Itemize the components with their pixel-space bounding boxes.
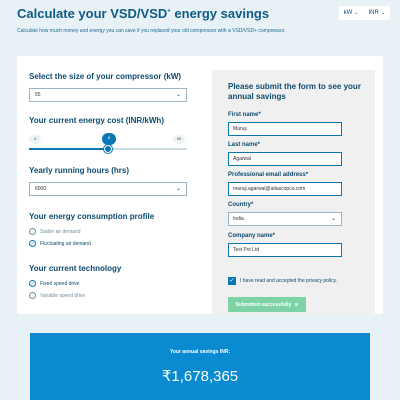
chevron-down-icon: ⌄ [175, 92, 181, 98]
currency-select[interactable]: INR ⌄ [368, 10, 385, 16]
slider-thumb[interactable] [104, 145, 112, 153]
slider-current-label: 8 [102, 133, 116, 145]
privacy-consent[interactable]: ✓ I have read and accepted the privacy policy. [229, 278, 338, 284]
header-selectors [339, 6, 390, 20]
check-circle-icon: ⊘ [294, 301, 299, 308]
consumption-profile-heading: Your energy consumption profile [29, 212, 155, 221]
page-header [0, 0, 400, 54]
savings-label: Your annual savings INR: [169, 349, 231, 355]
submit-button[interactable]: Submitted successfully ⊘ [228, 297, 306, 312]
slider-min-label: 4 [29, 134, 41, 144]
chevron-down-icon: ⌄ [380, 10, 385, 16]
last-name-field[interactable]: Agarwal [228, 152, 342, 166]
technology-heading: Your current technology [29, 264, 122, 273]
running-hours-select[interactable]: 6000 ⌄ [29, 182, 187, 196]
chevron-down-icon: ⌄ [175, 186, 181, 192]
company-field[interactable]: Test Pvt Ltd [228, 243, 342, 257]
energy-cost-slider[interactable] [29, 134, 187, 154]
page-title: Calculate your VSD/VSD+ energy savings [17, 6, 270, 21]
calculator-card [17, 56, 383, 314]
radio-fixed-speed-drive[interactable]: ✓ Fixed speed drive [30, 280, 80, 287]
radio-button[interactable] [29, 228, 36, 235]
compressor-size-select[interactable]: 55 ⌄ [29, 88, 187, 102]
checkbox-checked-icon[interactable]: ✓ [229, 278, 235, 284]
email-field[interactable]: manuj.agarwal@atlascopco.com [228, 182, 342, 196]
country-select[interactable]: India ⌄ [228, 212, 342, 226]
chevron-down-icon: ⌄ [330, 216, 336, 222]
radio-fluctuating-air-demand[interactable]: ✓ Fluctuating air demand [30, 240, 91, 247]
running-hours-heading: Yearly running hours (hrs) [29, 166, 130, 175]
slider-track-fill [29, 148, 108, 150]
lead-form [212, 70, 375, 314]
last-name-label: Last name* [228, 142, 261, 148]
savings-panel [30, 333, 370, 400]
radio-checked-icon[interactable]: ✓ [30, 240, 35, 247]
page-subtitle: Calculate how much money and energy you can save if you replaced your old compressor with a VSD/VSD+ compressor. [17, 28, 286, 34]
form-title: Please submit the form to see your annual savings [228, 82, 361, 101]
radio-stable-air-demand[interactable]: Stable air demand [29, 228, 81, 235]
radio-variable-speed-drive[interactable]: Variable speed drive [29, 292, 85, 299]
country-label: Country* [228, 202, 254, 208]
email-label: Professional email address* [228, 172, 309, 178]
radio-checked-icon[interactable]: ✓ [30, 280, 35, 287]
company-label: Company name* [228, 233, 276, 239]
savings-value: ₹1,678,365 [161, 368, 239, 385]
first-name-label: First name* [228, 112, 261, 118]
energy-cost-heading: Your current energy cost (INR/kWh) [29, 116, 164, 125]
compressor-size-heading: Select the size of your compressor (kW) [29, 72, 182, 81]
radio-button[interactable] [29, 292, 36, 299]
slider-max-label: 20 [173, 134, 185, 144]
first-name-field[interactable]: Manuj [228, 122, 342, 136]
chevron-down-icon: ⌄ [354, 10, 359, 16]
unit-select[interactable]: kW ⌄ [343, 10, 359, 16]
